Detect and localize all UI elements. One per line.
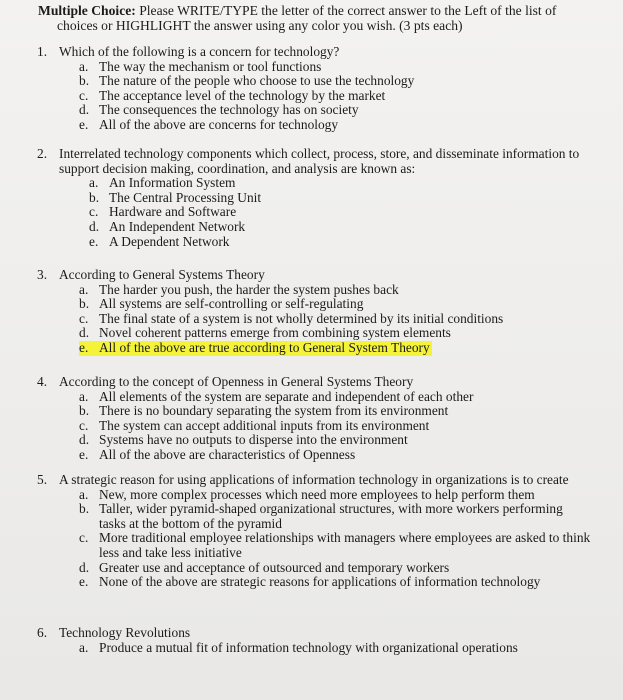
option-letter: b. [79,501,90,517]
question-1 [37,45,617,133]
option-letter: d. [79,559,90,575]
option-text: All of the above are characteristics of Openness [99,446,356,462]
question-text: According to the concept of Openness in General Systems Theory [59,374,414,389]
option-letter: e. [79,446,89,462]
option-b[interactable] [79,404,617,419]
option-text: All of the above are true according to General System Theory [99,339,430,355]
question-6 [37,626,617,655]
option-text: The way the mechanism or tool functions [99,58,322,74]
question-number: 5. [37,472,48,487]
option-letter: c. [89,204,99,220]
option-d[interactable] [79,326,617,341]
question-text: According to General Systems Theory [59,267,265,282]
option-a[interactable] [79,390,617,405]
question-number: 2. [37,146,48,161]
option-letter: d. [79,432,90,448]
option-letter: b. [79,296,90,312]
option-text: The consequences the technology has on society [99,102,359,118]
option-letter: b. [79,403,90,419]
option-letter: e. [79,339,89,355]
instructions-header [38,3,598,33]
option-letter: c. [79,417,89,433]
option-a[interactable] [79,641,617,656]
question-number: 4. [37,374,48,389]
option-e[interactable] [89,235,617,250]
option-text: Produce a mutual fit of information technology with organizational operations [99,639,518,655]
option-c[interactable] [79,89,617,104]
option-letter: d. [79,325,90,341]
instructions-line-1 [38,3,598,18]
option-text: An Independent Network [109,218,246,234]
option-a[interactable] [79,283,617,298]
option-c[interactable] [79,419,617,434]
option-d[interactable] [79,561,617,576]
option-letter: a. [79,388,89,404]
option-e[interactable] [79,118,617,133]
option-text-continued: less and take less initiative [99,544,242,560]
question-text: A strategic reason for using applications of information technology in organizations is to create [59,472,569,487]
answer-highlight [79,341,432,356]
option-letter: e. [79,116,89,132]
option-e-highlighted[interactable] [79,341,617,356]
option-c[interactable] [89,205,617,220]
question-text-continued: support decision making, coordination, and analysis are known as: [59,160,416,176]
question-number: 1. [37,44,48,59]
question-2 [37,147,617,249]
option-b[interactable] [79,502,617,531]
option-letter: c. [79,310,89,326]
option-letter: d. [89,218,100,234]
option-text: The nature of the people who choose to use the technology [99,73,415,89]
option-text: All of the above are concerns for technology [99,116,339,132]
question-text: Technology Revolutions [59,625,191,640]
instructions-line-2: choices or HIGHLIGHT the answer using any color you wish. (3 pts each) [57,18,463,33]
option-text: The Central Processing Unit [109,189,262,205]
instructions-bold-label: Multiple Choice: [38,3,136,18]
option-e[interactable] [79,575,617,590]
option-letter: e. [89,233,99,249]
option-text: More traditional employee relationships with managers where employees are asked to think [99,530,591,546]
option-letter: c. [79,530,89,546]
option-a[interactable] [79,488,617,503]
question-4 [37,375,617,463]
instructions-text: Please WRITE/TYPE the letter of the correct answer to the Left of the list of [135,3,557,18]
option-text: There is no boundary separating the system from its environment [99,403,449,419]
question-text: Interrelated technology components which collect, process, store, and disseminate information to [59,146,580,161]
option-text: Novel coherent patterns emerge from combining system elements [99,325,451,341]
option-e[interactable] [79,448,617,463]
option-c[interactable] [79,531,617,560]
option-c[interactable] [79,312,617,327]
option-text: The system can accept additional inputs from its environment [99,417,430,433]
option-letter: a. [79,58,89,74]
option-b[interactable] [89,191,617,206]
question-3 [37,268,617,356]
option-b[interactable] [79,74,617,89]
option-text: All systems are self-controlling or self-regulating [99,296,364,312]
option-letter: c. [79,87,89,103]
option-letter: e. [79,574,89,590]
option-text: The acceptance level of the technology by the market [99,87,386,103]
option-b[interactable] [79,297,617,312]
option-text: Hardware and Software [109,204,237,220]
option-text: The harder you push, the harder the system pushes back [99,281,399,297]
question-number: 6. [37,625,48,640]
option-text: A Dependent Network [109,233,230,249]
option-text: Greater use and acceptance of outsourced and temporary workers [99,559,450,575]
question-number: 3. [37,267,48,282]
option-a[interactable] [79,60,617,75]
option-text: New, more complex processes which need more employees to help perform them [99,486,535,502]
option-letter: b. [89,189,100,205]
option-letter: d. [79,102,90,118]
option-d[interactable] [79,433,617,448]
option-letter: a. [79,639,89,655]
option-letter: a. [79,486,89,502]
option-text: None of the above are strategic reasons for applications of information technology [99,574,541,590]
option-text-continued: tasks at the bottom of the pyramid [99,515,282,531]
option-text: Taller, wider pyramid-shaped organizational structures, with more workers performing [99,501,563,517]
option-d[interactable] [79,103,617,118]
question-text: Which of the following is a concern for technology? [59,44,340,59]
option-text: Systems have no outputs to disperse into the environment [99,432,408,448]
question-5 [37,473,617,590]
option-a[interactable] [89,176,617,191]
option-letter: b. [79,73,90,89]
option-text: The final state of a system is not wholly determined by its initial conditions [99,310,504,326]
option-letter: a. [89,175,99,191]
option-letter: a. [79,281,89,297]
option-text: All elements of the system are separate and independent of each other [99,388,474,404]
option-d[interactable] [89,220,617,235]
option-text: An Information System [109,175,236,191]
